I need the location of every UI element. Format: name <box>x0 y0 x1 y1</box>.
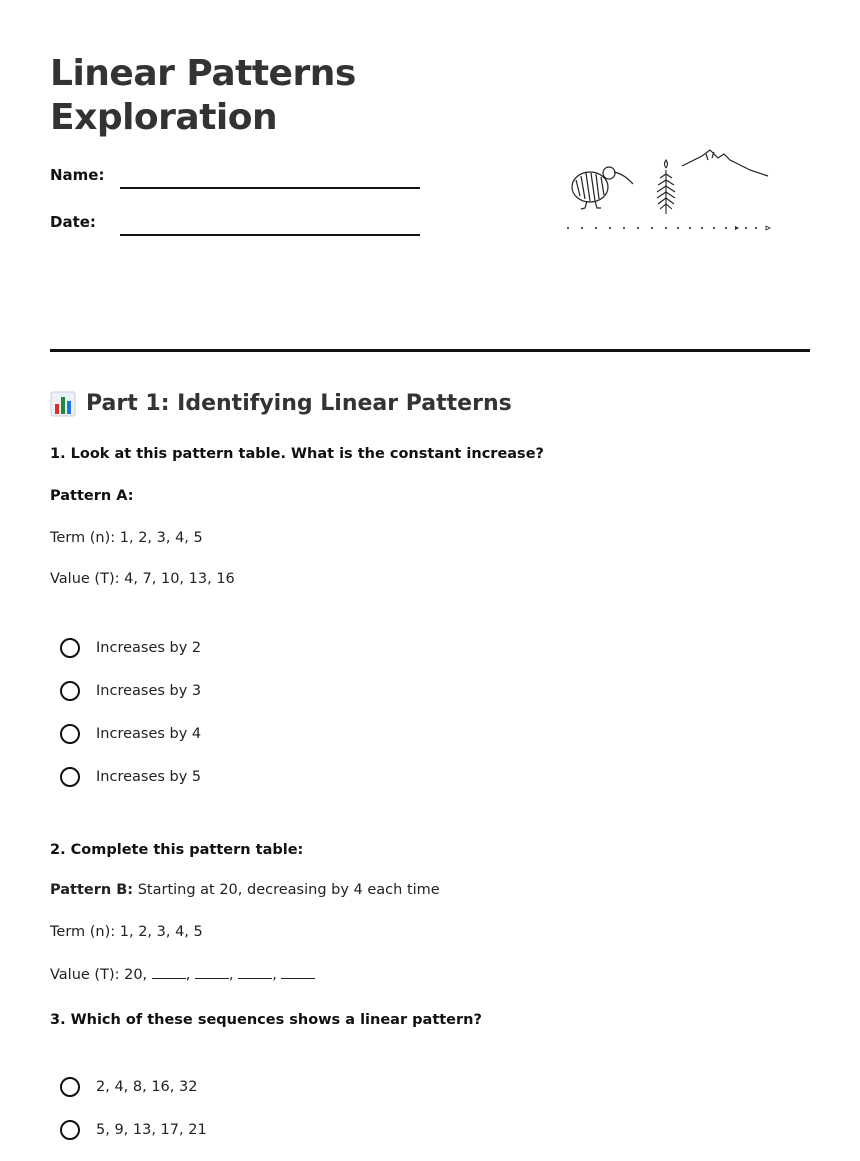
q2-value-prefix: Value (T): 20, <box>50 967 152 983</box>
bar-chart-icon <box>50 391 76 417</box>
name-field <box>50 166 104 184</box>
q1-option-2[interactable] <box>60 681 201 701</box>
q1-option-1[interactable] <box>60 638 201 658</box>
answer-blank-2[interactable] <box>195 964 229 979</box>
q2-pattern-desc: Starting at 20, decreasing by 4 each time <box>137 882 440 898</box>
q2-value-line: Value (T): 20, , , , <box>50 964 315 985</box>
q3-prompt: 3. Which of these sequences shows a linear pattern? <box>50 1012 482 1028</box>
section-divider <box>50 349 810 352</box>
q1-option-3[interactable] <box>60 724 201 744</box>
section-1-title: Part 1: Identifying Linear Patterns <box>86 391 512 416</box>
kiwi-fern-mountain-illustration <box>560 140 780 240</box>
q2-term-line: Term (n): 1, 2, 3, 4, 5 <box>50 924 203 940</box>
radio-button[interactable] <box>60 1077 80 1097</box>
answer-blank-4[interactable] <box>281 964 315 979</box>
q1-pattern-label: Pattern A: <box>50 488 134 504</box>
title-line-2: Exploration <box>50 97 278 138</box>
name-input-line[interactable] <box>120 187 420 189</box>
q2-pattern-label: Pattern B: <box>50 882 134 898</box>
q3-option-1[interactable] <box>60 1077 197 1097</box>
q1-option-4[interactable] <box>60 767 201 787</box>
name-label: Name: <box>50 166 105 184</box>
q3-option-2-label: 5, 9, 13, 17, 21 <box>96 1122 207 1138</box>
radio-button[interactable] <box>60 724 80 744</box>
radio-button[interactable] <box>60 681 80 701</box>
radio-button[interactable] <box>60 767 80 787</box>
q1-option-1-label: Increases by 2 <box>96 640 202 656</box>
q1-term-line: Term (n): 1, 2, 3, 4, 5 <box>50 530 203 546</box>
q1-value-line: Value (T): 4, 7, 10, 13, 16 <box>50 571 235 587</box>
q3-option-1-label: 2, 4, 8, 16, 32 <box>96 1079 198 1095</box>
date-label: Date: <box>50 213 96 231</box>
answer-blank-3[interactable] <box>238 964 272 979</box>
q3-option-2[interactable] <box>60 1120 207 1140</box>
q2-pattern-line <box>50 880 440 900</box>
q1-option-2-label: Increases by 3 <box>96 683 202 699</box>
date-input-line[interactable] <box>120 234 420 236</box>
worksheet-title <box>50 52 356 140</box>
dotted-border-pattern <box>567 226 770 230</box>
radio-button[interactable] <box>60 638 80 658</box>
q1-option-4-label: Increases by 5 <box>96 769 202 785</box>
fern-icon <box>657 160 675 214</box>
date-field <box>50 213 96 231</box>
kiwi-bird-icon <box>572 167 633 209</box>
answer-blank-1[interactable] <box>152 964 186 979</box>
q1-option-3-label: Increases by 4 <box>96 726 202 742</box>
mountain-icon <box>682 150 768 176</box>
title-line-1: Linear Patterns <box>50 53 356 94</box>
section-1-heading <box>50 389 512 419</box>
q1-prompt: 1. Look at this pattern table. What is the constant increase? <box>50 446 544 462</box>
radio-button[interactable] <box>60 1120 80 1140</box>
q2-prompt: 2. Complete this pattern table: <box>50 842 304 858</box>
